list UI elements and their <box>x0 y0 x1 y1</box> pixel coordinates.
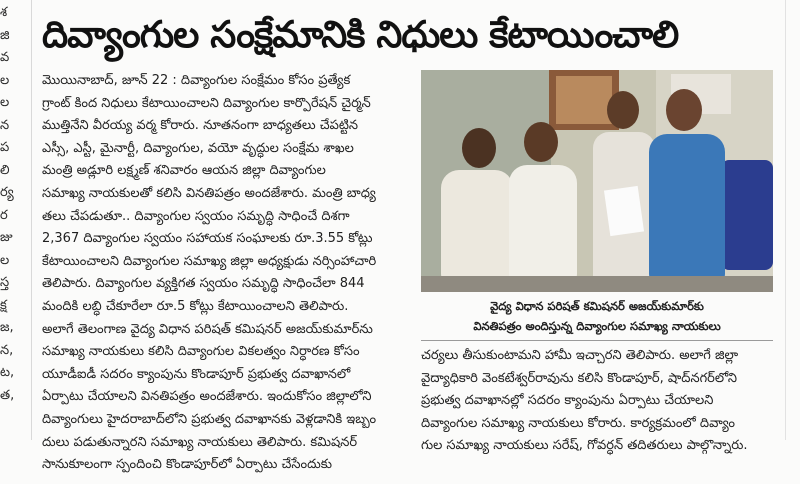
article-line: తెలిపారు. దివ్యాంగుల వ్యక్తిగత స్వయం సమృద్ధి సాధించేలా 844 <box>42 276 365 292</box>
caption-line: వైద్య విధాన పరిషత్ కమిషనర్ అజయ్‌కుమార్‌కు <box>490 299 704 313</box>
continued-line: వైద్యాధికారి వెంకటేశ్వర్‌రావును కలిసి కొండాపూర్, షాద్‌నగర్‌లోని <box>421 370 738 386</box>
fragment-line: న, <box>0 342 14 358</box>
article-line: అలాగే తెలంగాణ వైద్య విధాన పరిషత్ కమిషనర్ అజయ్‌కుమార్‌ను <box>42 321 373 337</box>
adjacent-column-fragment <box>0 0 30 442</box>
article-line: 2,367 దివ్యాంగుల స్వయం సహాయక సంఘాలకు రూ.3.55 కోట్లు <box>42 231 373 247</box>
fragment-line: ల <box>0 252 10 268</box>
article-continuation <box>421 345 773 454</box>
article-line: తలు చేపడుతూ.. దివ్యాంగుల స్వయం సమృద్ధి సాధించే దిశగా <box>42 208 350 224</box>
photo-caption <box>421 296 773 338</box>
column-divider <box>31 0 32 440</box>
article-line: కేటాయించాలని దివ్యాంగుల సమాఖ్య జిల్లా అధ్యక్షుడు నర్సింహాచారి <box>42 253 377 269</box>
article-body <box>42 70 412 473</box>
fragment-line: స్త <box>0 275 10 290</box>
continued-line: చర్యలు తీసుకుంటామని హామీ ఇచ్చారని తెలిపారు. అలాగే జిల్లా <box>421 348 739 363</box>
fragment-line: ల <box>0 72 10 88</box>
article-line: దివ్యాంగులు హైదరాబాద్‌లోని ప్రభుత్వ దవాఖానకు వెళ్లడానికి ఇబ్బం <box>42 411 377 427</box>
article-line: ముత్తినేని వీరయ్య వర్మ కోరారు. నూతనంగా బాధ్యతలు చేపట్టిన <box>42 118 359 134</box>
fragment-line: ట, <box>0 365 15 380</box>
continued-line: గుల సమాఖ్య నాయకులు సరేష్, గోవర్ధన్ తదితరులు పాల్గొన్నారు. <box>421 438 748 454</box>
article-line: సమాఖ్య నాయకులతో కలిసి వినతిపత్రం అందజేశారు. మంత్రి బాధ్య <box>42 185 376 201</box>
article-line: గ్రాంట్ కింద నిధులు కేటాయించాలని దివ్యాంగుల కార్పొరేషన్ చైర్మన్ <box>42 95 371 111</box>
article-line: సానుకూలంగా స్పందించి కొండాపూర్‌లో ఏర్పాటు చేసేందుకు <box>42 457 333 473</box>
continued-line: ప్రభుత్వ దవాఖానల్లో సదరం క్యాంపును ఏర్పాటు చేయాలని <box>421 393 714 409</box>
fragment-line: ర <box>0 207 8 223</box>
fragment-line: ప <box>0 140 10 155</box>
continued-line: దివ్యాంగుల సమాఖ్య నాయకులు కోరారు. కార్యక్రమంలో దివ్యాం <box>421 415 735 431</box>
fragment-line: జు <box>0 230 13 245</box>
fragment-line: శ <box>0 5 8 20</box>
caption-line: వినతిపత్రం అందిస్తున్న దివ్యాంగుల సమాఖ్య నాయకులు <box>473 319 721 333</box>
article-line: ఎస్సీ, ఎస్టీ, మైనార్టీ, దివ్యాంగుల, వయో వృద్ధుల సంక్షేమ శాఖల <box>42 140 354 156</box>
article-line: యూడీఐడీ సదరం క్యాంపును కొండాపూర్ ప్రభుత్వ దవాఖానలో <box>42 366 351 382</box>
photo-illustration <box>421 70 773 292</box>
fragment-line: వ <box>0 50 10 65</box>
fragment-line: ర్య <box>0 185 14 200</box>
article-line: దులు పడుతున్నారని సమాఖ్య నాయకులు తెలిపారు. కమిషనర్ <box>42 434 358 450</box>
fragment-line: త, <box>0 387 15 403</box>
fragment-line: జ, <box>0 320 14 335</box>
fragment-line: న <box>0 117 10 133</box>
column-divider-right <box>785 0 786 440</box>
news-photo <box>421 70 773 292</box>
fragment-line: లి <box>0 162 10 178</box>
fragment-line: క్ష <box>0 297 7 313</box>
article-line: మంత్రి అడ్లూరి లక్ష్మణ్ శనివారం ఆయన జిల్లా దివ్యాంగుల <box>42 163 326 179</box>
article-line: మందికి లబ్ధి చేకూరేలా రూ.5 కోట్లు కేటాయించాలని తెలిపారు. <box>42 298 349 314</box>
headline: దివ్యాంగుల సంక్షేమానికి నిధులు కేటాయించాలి <box>42 13 679 56</box>
article-line: ఏర్పాటు చేయాలని వినతిపత్రం అందజేశారు. ఇందుకోసం జిల్లాలోని <box>42 389 372 405</box>
article-line: సమాఖ్య నాయకులు కలిసి దివ్యాంగుల వికలత్వం నిర్ధారణ కోసం <box>42 344 360 360</box>
fragment-line: జి <box>0 27 10 43</box>
caption-divider <box>421 340 773 341</box>
fragment-line: ల <box>0 95 10 110</box>
article-line: మొయినాబాద్, జూన్ 22 : దివ్యాంగుల సంక్షేమం కోసం ప్రత్యేక <box>42 73 351 88</box>
